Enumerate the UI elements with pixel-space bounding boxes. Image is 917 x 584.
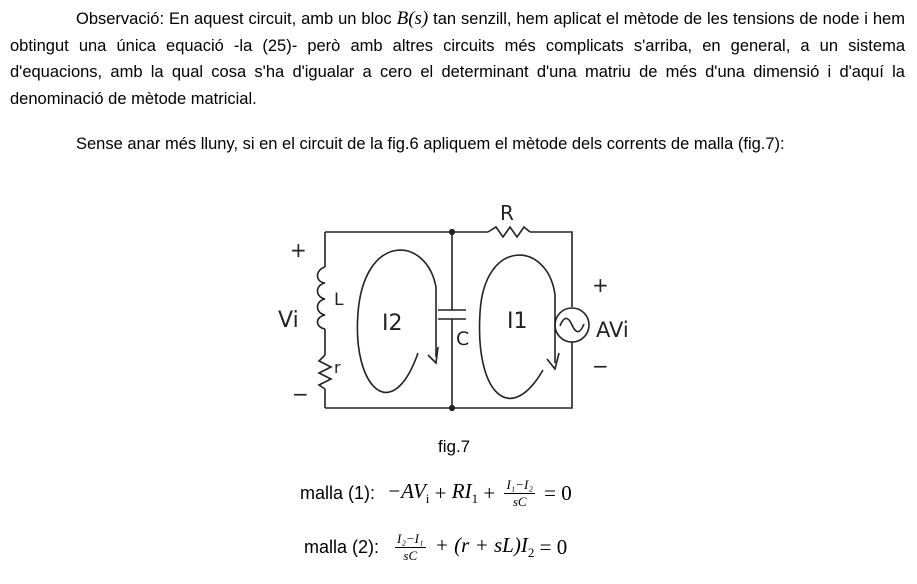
equation-2-label: malla (2): <box>304 537 380 557</box>
label-C: C <box>456 328 470 350</box>
label-plus-right: + <box>592 273 609 297</box>
label-AVi: AVi <box>596 318 629 342</box>
node-bottom <box>450 406 455 411</box>
label-I2: I2 <box>382 311 403 336</box>
wire-bottom <box>325 342 572 408</box>
equation-2-fraction-numerator: I₂−I₁ <box>397 531 424 546</box>
equation-1-fraction <box>504 478 534 509</box>
label-R: R <box>500 201 514 225</box>
equation-1-fraction-numerator: I₁−I₂ <box>506 477 533 492</box>
resistor-R <box>488 227 530 237</box>
equation-1-term-b <box>452 479 478 507</box>
equation-2-fraction <box>395 532 425 563</box>
paragraph-observation-text-b: tan senzill, hem aplicat el mètode de les tensions de node i hem obtingut una única equació -la (25)- però amb altres circuits més complicats s'arriba, en general, a un sistema d'equacions, amb la qual cosa s'ha d'igualar a cero el determinant d'una matriu de més d'una dimensió i d'aquí la denominació de mètode matricial. <box>10 10 905 108</box>
equation-1-term-b-sub: 1 <box>471 491 479 507</box>
wire-top-right <box>530 232 572 307</box>
equation-1-term-a-main: −AV <box>387 479 426 504</box>
equation-mesh-2 <box>304 532 567 563</box>
equation-2-middle <box>430 533 535 561</box>
equation-1-term-b-main: RI <box>451 479 472 504</box>
figure-caption: fig.7 <box>438 437 471 456</box>
equation-1-term-a <box>387 479 429 507</box>
inductor-L <box>318 267 326 329</box>
ac-source-sine-icon <box>560 318 584 331</box>
label-r: r <box>334 358 341 377</box>
equation-2-middle-main: + (r + sL)I <box>429 533 528 558</box>
label-I1: I1 <box>507 309 528 334</box>
equation-1-fraction-denominator: sC <box>512 494 527 509</box>
node-top <box>450 230 455 235</box>
equation-1-rhs: = 0 <box>538 481 572 505</box>
math-block-symbol: B(s) <box>396 8 429 29</box>
arrow-head-1-icon <box>547 353 559 369</box>
equation-1-op-2: + <box>478 481 501 505</box>
equation-1-op-1: + <box>429 481 452 505</box>
circuit-diagram <box>270 195 630 420</box>
equation-2-middle-sub: 2 <box>527 545 535 561</box>
equation-mesh-1 <box>300 478 572 509</box>
equation-2-rhs: = 0 <box>534 535 568 559</box>
label-minus-left: − <box>292 382 309 406</box>
paragraph-mesh-method-text: Sense anar més lluny, si en el circuit de la fig.6 apliquem el mètode dels corrents de malla (fig.7): <box>76 135 785 153</box>
resistor-r <box>319 355 331 389</box>
equation-1-term-a-sub: i <box>425 491 430 507</box>
paragraph-observation <box>10 6 905 112</box>
paragraph-observation-text-a: Observació: En aquest circuit, amb un bloc <box>76 10 397 28</box>
label-Vi: Vi <box>278 308 299 333</box>
equation-1-label: malla (1): <box>300 483 376 503</box>
equation-2-fraction-denominator: sC <box>403 548 418 563</box>
paragraph-mesh-method <box>10 131 905 158</box>
label-L: L <box>334 290 344 310</box>
label-plus-left: + <box>290 238 307 262</box>
label-minus-right: − <box>592 354 609 378</box>
